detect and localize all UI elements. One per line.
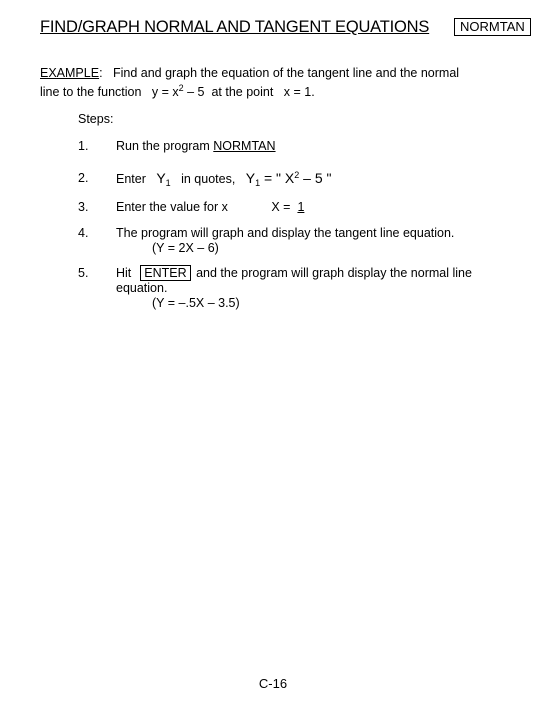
- y1-variable: $Y_1$: [156, 170, 171, 188]
- step-number: 4.: [78, 226, 89, 240]
- program-name-link: NORMTAN: [213, 139, 276, 153]
- example-point: x = 1.: [283, 85, 315, 99]
- step-number: 2.: [78, 171, 89, 185]
- example-text-line2a: line to the function: [40, 85, 142, 99]
- step-text: The program will graph and display the tangent line equation.: [116, 226, 455, 240]
- step-text: Hit: [116, 266, 132, 280]
- x-value: 1: [297, 200, 305, 214]
- step-number: 1.: [78, 139, 89, 153]
- step-text: Run the program: [116, 139, 214, 153]
- step-text: Enter: [116, 172, 146, 186]
- step-text: Enter the value for x: [116, 200, 228, 214]
- tangent-result: (Y = 2X – 6): [152, 241, 219, 255]
- steps-label: Steps:: [78, 112, 114, 126]
- y1-equation: $Y_1$ = " $X^2 - 5$ ": [245, 170, 332, 188]
- normal-result: (Y = –.5X – 3.5): [152, 296, 240, 310]
- step-text-2: and the program will graph display the normal line: [196, 266, 472, 280]
- step-text-3: equation.: [116, 281, 168, 295]
- function-expression: $y = x^2 - 5$: [151, 83, 205, 99]
- step-number: 5.: [78, 266, 89, 280]
- step-number: 3.: [78, 200, 89, 214]
- page-number: C-16: [258, 676, 288, 691]
- example-text-line1: Find and graph the equation of the tangent line and the normal: [112, 66, 460, 80]
- program-name-box: NORMTAN: [454, 18, 531, 36]
- example-colon: :: [99, 66, 103, 80]
- step-text-2: in quotes,: [181, 172, 236, 186]
- enter-key-label: ENTER: [140, 265, 190, 281]
- page-title: FIND/GRAPH NORMAL AND TANGENT EQUATIONS: [40, 18, 430, 36]
- example-text-line2b: at the point: [211, 85, 274, 99]
- function-exponent: 2: [178, 83, 184, 93]
- x-label: X =: [271, 200, 291, 214]
- example-label: EXAMPLE: [40, 66, 100, 80]
- example-paragraph: [40, 64, 520, 102]
